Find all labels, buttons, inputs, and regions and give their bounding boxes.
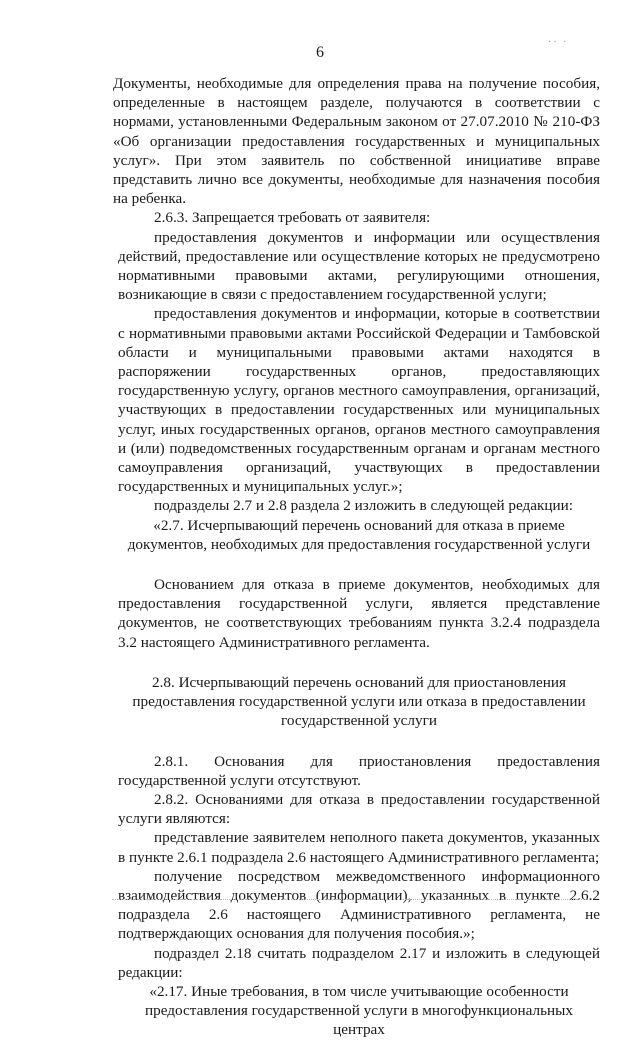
paragraph-refusal-ground-1: представление заявителем неполного пакета документов, указанных в пункте 2.6.1 подраздела 2.6 настоящего Административного регламента;: [118, 829, 600, 866]
heading-2-7: «2.7. Исчерпывающий перечень оснований для отказа в приеме документов, необходимых для предоставления государственной услуги: [127, 516, 591, 553]
paragraph-prohibition-2: предоставления документов и информации, которые в соответствии с нормативными правовыми актами Российской Федерации и Тамбовской области и муниципальными правовыми актами находятся в распоряжении государственных органов, предоставляющих государственную услугу, органов местного самоуправления, организаций, участвующих в предоставлении государственных или муниципальных услуг, иных государственных органов, органов местного самоуправления и (или) подведомственных государственным органам и органам местного самоуправления организаций, участвующих в предоставлении государственных и муниципальных услуг.»;: [118, 305, 600, 496]
paragraph-prohibition-1: предоставления документов и информации или осуществления действий, предоставление или осуществление которых не предусмотрено нормативными правовыми актами, регулирующими отношения, возникающие в связи с предоставлением государственной услуги;: [118, 228, 600, 304]
paragraph-2-6-3: 2.6.3. Запрещается требовать от заявителя:: [154, 209, 431, 227]
paragraph-amend-2-7-2-8: подразделы 2.7 и 2.8 раздела 2 изложить в следующей редакции:: [154, 497, 573, 515]
scan-mark: ·· ·: [548, 37, 569, 48]
paragraph-2-8-2: 2.8.2. Основаниями для отказа в предоставлении государственной услуги являются:: [118, 790, 600, 828]
scan-edge: [112, 899, 592, 903]
document-body: [113, 74, 600, 1040]
page-number: 6: [316, 44, 324, 61]
paragraph-refusal-ground-2: получение посредством межведомственного информационного взаимодействия документов (информации), указанных в пункте 2.6.2 подраздела 2.6 настоящего Административного регламента, не подтверждающих основания для получения пособия.»;: [118, 867, 600, 943]
paragraph-refusal-basis: Основанием для отказа в приеме документов, необходимых для предоставления государственной услуги, является представление документов, не соответствующих требованиям пункта 3.2.4 подраздела 3.2 настоящего Административного регламента.: [118, 576, 600, 651]
heading-2-17: «2.17. Иные требования, в том числе учитывающие особенности предоставления государственной услуги в многофункциональных центрах: [145, 982, 573, 1039]
paragraph-documents-required: Документы, необходимые для определения права на получение пособия, определенные в настоящем разделе, получаются в соответствии с нормами, установленными Федеральным законом от 27.07.2010 № 210-ФЗ «Об организации предоставления государственных и муниципальных услуг». При этом заявитель по собственной инициативе вправе представить лично все документы, необходимые для назначения пособия на ребенка.: [113, 75, 600, 208]
paragraph-2-8-1: 2.8.1. Основания для приостановления предоставления государственной услуги отсутствуют.: [118, 752, 600, 789]
paragraph-amend-2-18: подраздел 2.18 считать подразделом 2.17 и изложить в следующей редакции:: [118, 944, 600, 981]
heading-2-8: 2.8. Исчерпывающий перечень оснований для приостановления предоставления государственной услуги или отказа в предоставлении государственной услуги: [132, 673, 586, 730]
